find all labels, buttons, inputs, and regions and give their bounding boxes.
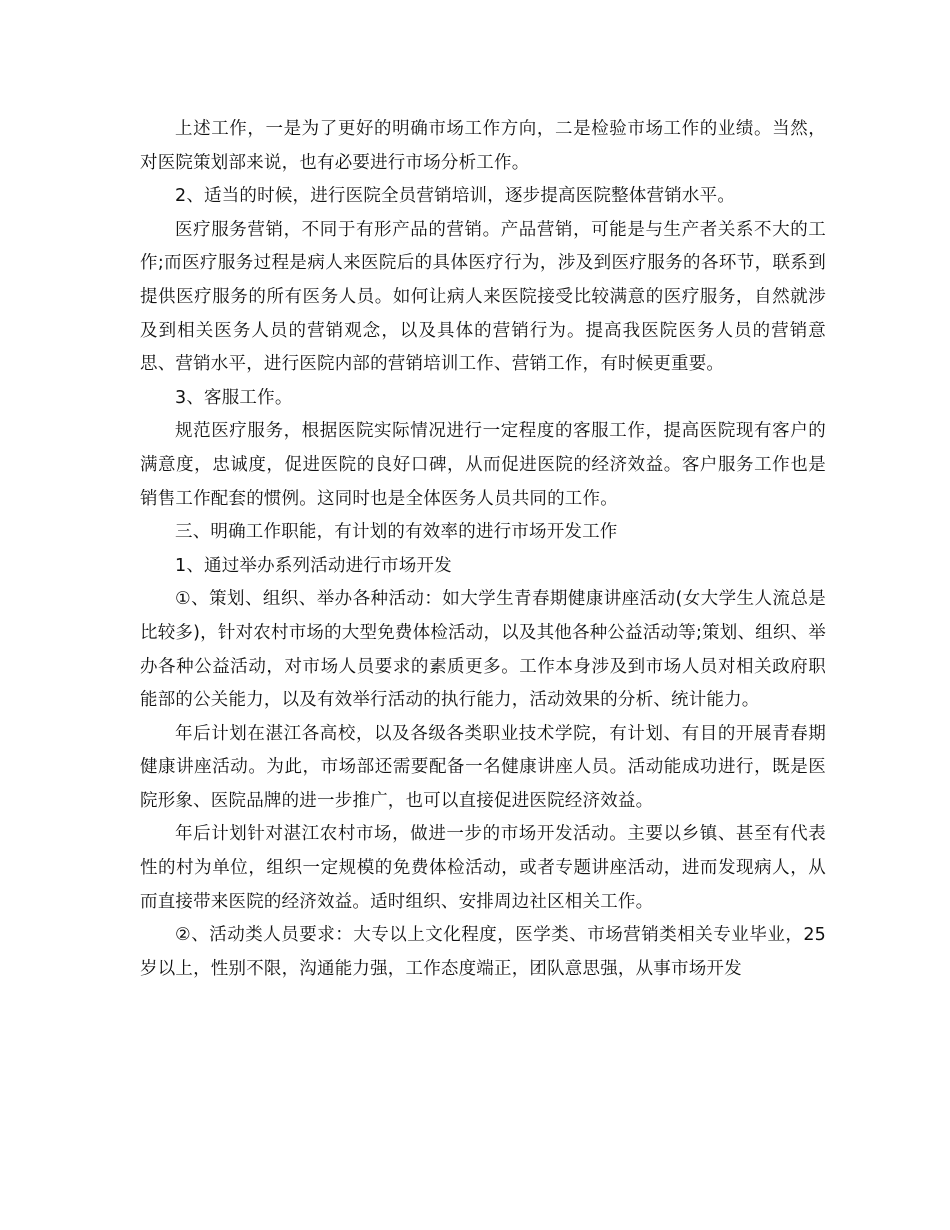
paragraph-activity-planning: ①、策划、组织、举办各种活动：如大学生青春期健康讲座活动(女大学生人流总是比较多)，针对农村市场的大型免费体检活动，以及其他各种公益活动等;策划、组织、举办各种公益活动，对市场人员要求的素质更多。工作本身涉及到市场人员对相关政府职能部的公关能力，以及有效举行活动的执行能力，活动效果的分析、统计能力。 [140,589,826,711]
paragraph-market-analysis: 上述工作，一是为了更好的明确市场工作方向，二是检验市场工作的业绩。当然，对医院策划部来说，也有必要进行市场分析工作。 [140,119,826,173]
paragraph-heading-training: 2、适当的时候，进行医院全员营销培训，逐步提高医院整体营销水平。 [175,186,736,207]
document-body [140,113,826,986]
paragraph-service-marketing: 医疗服务营销，不同于有形产品的营销。产品营销，可能是与生产者关系不大的工作;而医疗服务过程是病人来医院后的具体医疗行为，涉及到医疗服务的各环节，联系到提供医疗服务的所有医务人员。如何让病人来医院接受比较满意的医疗服务，自然就涉及到相关医务人员的营销观念，以及具体的营销行为。提高我医院医务人员的营销意思、营销水平，进行医院内部的营销培训工作、营销工作，有时候更重要。 [140,219,826,375]
paragraph-campus-lectures: 年后计划在湛江各高校，以及各级各类职业技术学院，有计划、有目的开展青春期健康讲座活动。为此，市场部还需要配备一名健康讲座人员。活动能成功进行，既是医院形象、医院品牌的进一步推广，也可以直接促进医院经济效益。 [140,723,826,811]
paragraph-section-three-heading: 三、明确工作职能，有计划的有效率的进行市场开发工作 [175,522,618,543]
paragraph-staff-requirements: ②、活动类人员要求：大专以上文化程度，医学类、市场营销类相关专业毕业，25岁以上，性别不限，沟通能力强，工作态度端正，团队意思强，从事市场开发 [140,925,826,979]
paragraph-heading-customer-service: 3、客服工作。 [175,387,293,408]
paragraph-rural-market: 年后计划针对湛江农村市场，做进一步的市场开发活动。主要以乡镇、甚至有代表性的村为单位，组织一定规模的免费体检活动，或者专题讲座活动，进而发现病人，从而直接带来医院的经济效益。适时组织、安排周边社区相关工作。 [140,824,826,912]
paragraph-heading-activities: 1、通过举办系列活动进行市场开发 [175,555,452,576]
paragraph-customer-service: 规范医疗服务，根据医院实际情况进行一定程度的客服工作，提高医院现有客户的满意度，忠诚度，促进医院的良好口碑，从而促进医院的经济效益。客户服务工作也是销售工作配套的惯例。这同时也是全体医务人员共同的工作。 [140,421,826,509]
